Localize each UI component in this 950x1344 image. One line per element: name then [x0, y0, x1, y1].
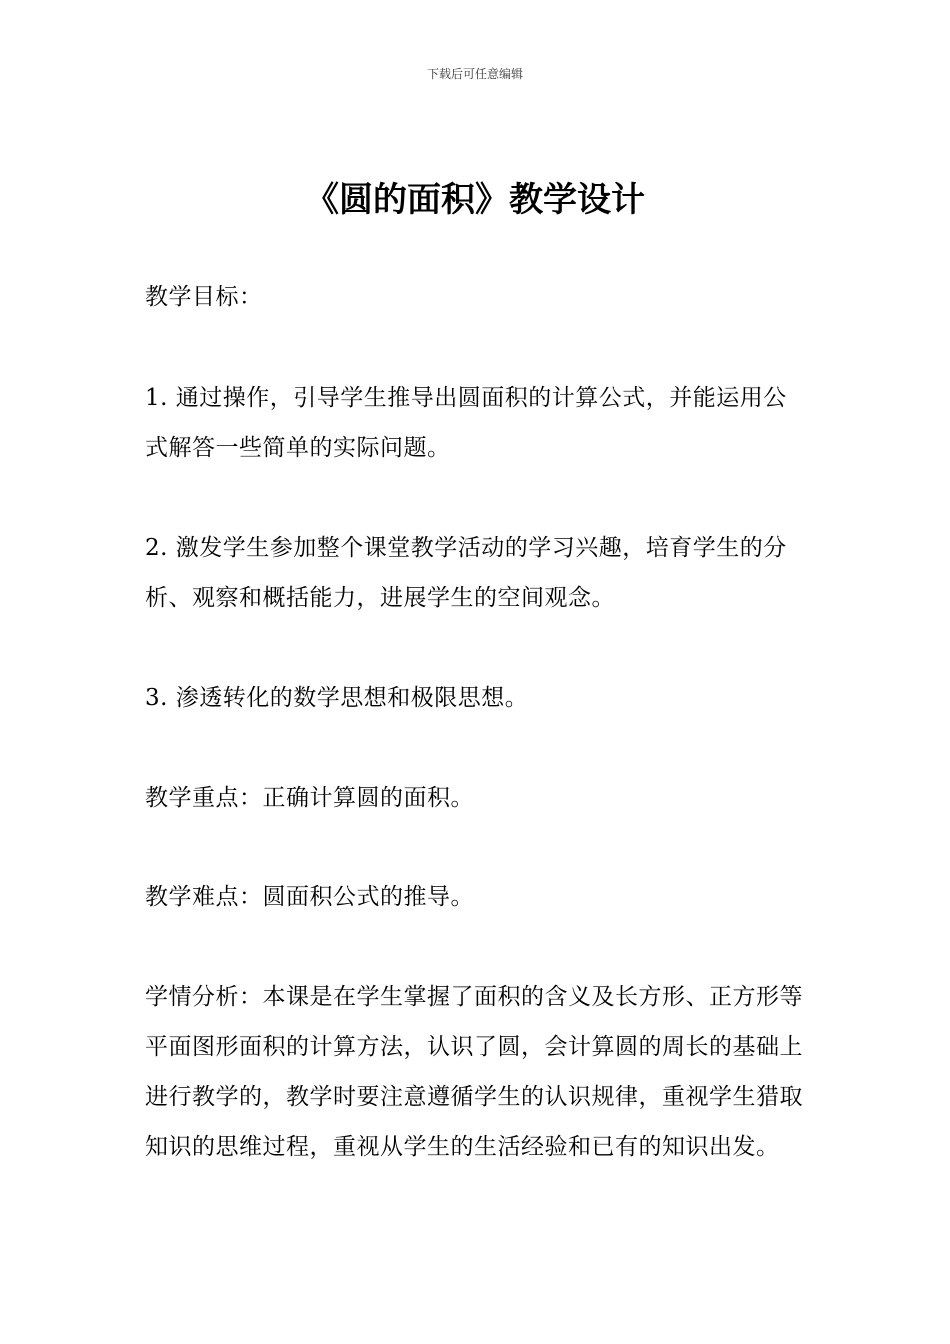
goal-item-3: 3. 渗透转化的数学思想和极限思想。: [145, 685, 529, 711]
header-note: 下载后可任意编辑: [426, 67, 523, 81]
goal-item-2: 2. 激发学生参加整个课堂教学活动的学习兴趣，培育学生的分析、观察和概括能力，进展学生的空间观念。: [145, 535, 787, 611]
key-point: 教学重点：正确计算圆的面积。: [145, 785, 474, 811]
goal-item-1: 1. 通过操作，引导学生推导出圆面积的计算公式，并能运用公式解答一些简单的实际问题。: [145, 385, 787, 461]
learning-analysis: 学情分析：本课是在学生掌握了面积的含义及长方形、正方形等平面图形面积的计算方法，认识了圆，会计算圆的周长的基础上进行教学的，教学时要注意遵循学生的认识规律，重视学生猎取知识的思维过程，重视从学生的生活经验和已有的知识出发。: [145, 984, 803, 1160]
difficulty: 教学难点：圆面积公式的推导。: [145, 884, 474, 910]
goals-heading: 教学目标：: [145, 284, 263, 310]
document-title: 《圆的面积》教学设计: [305, 180, 645, 220]
